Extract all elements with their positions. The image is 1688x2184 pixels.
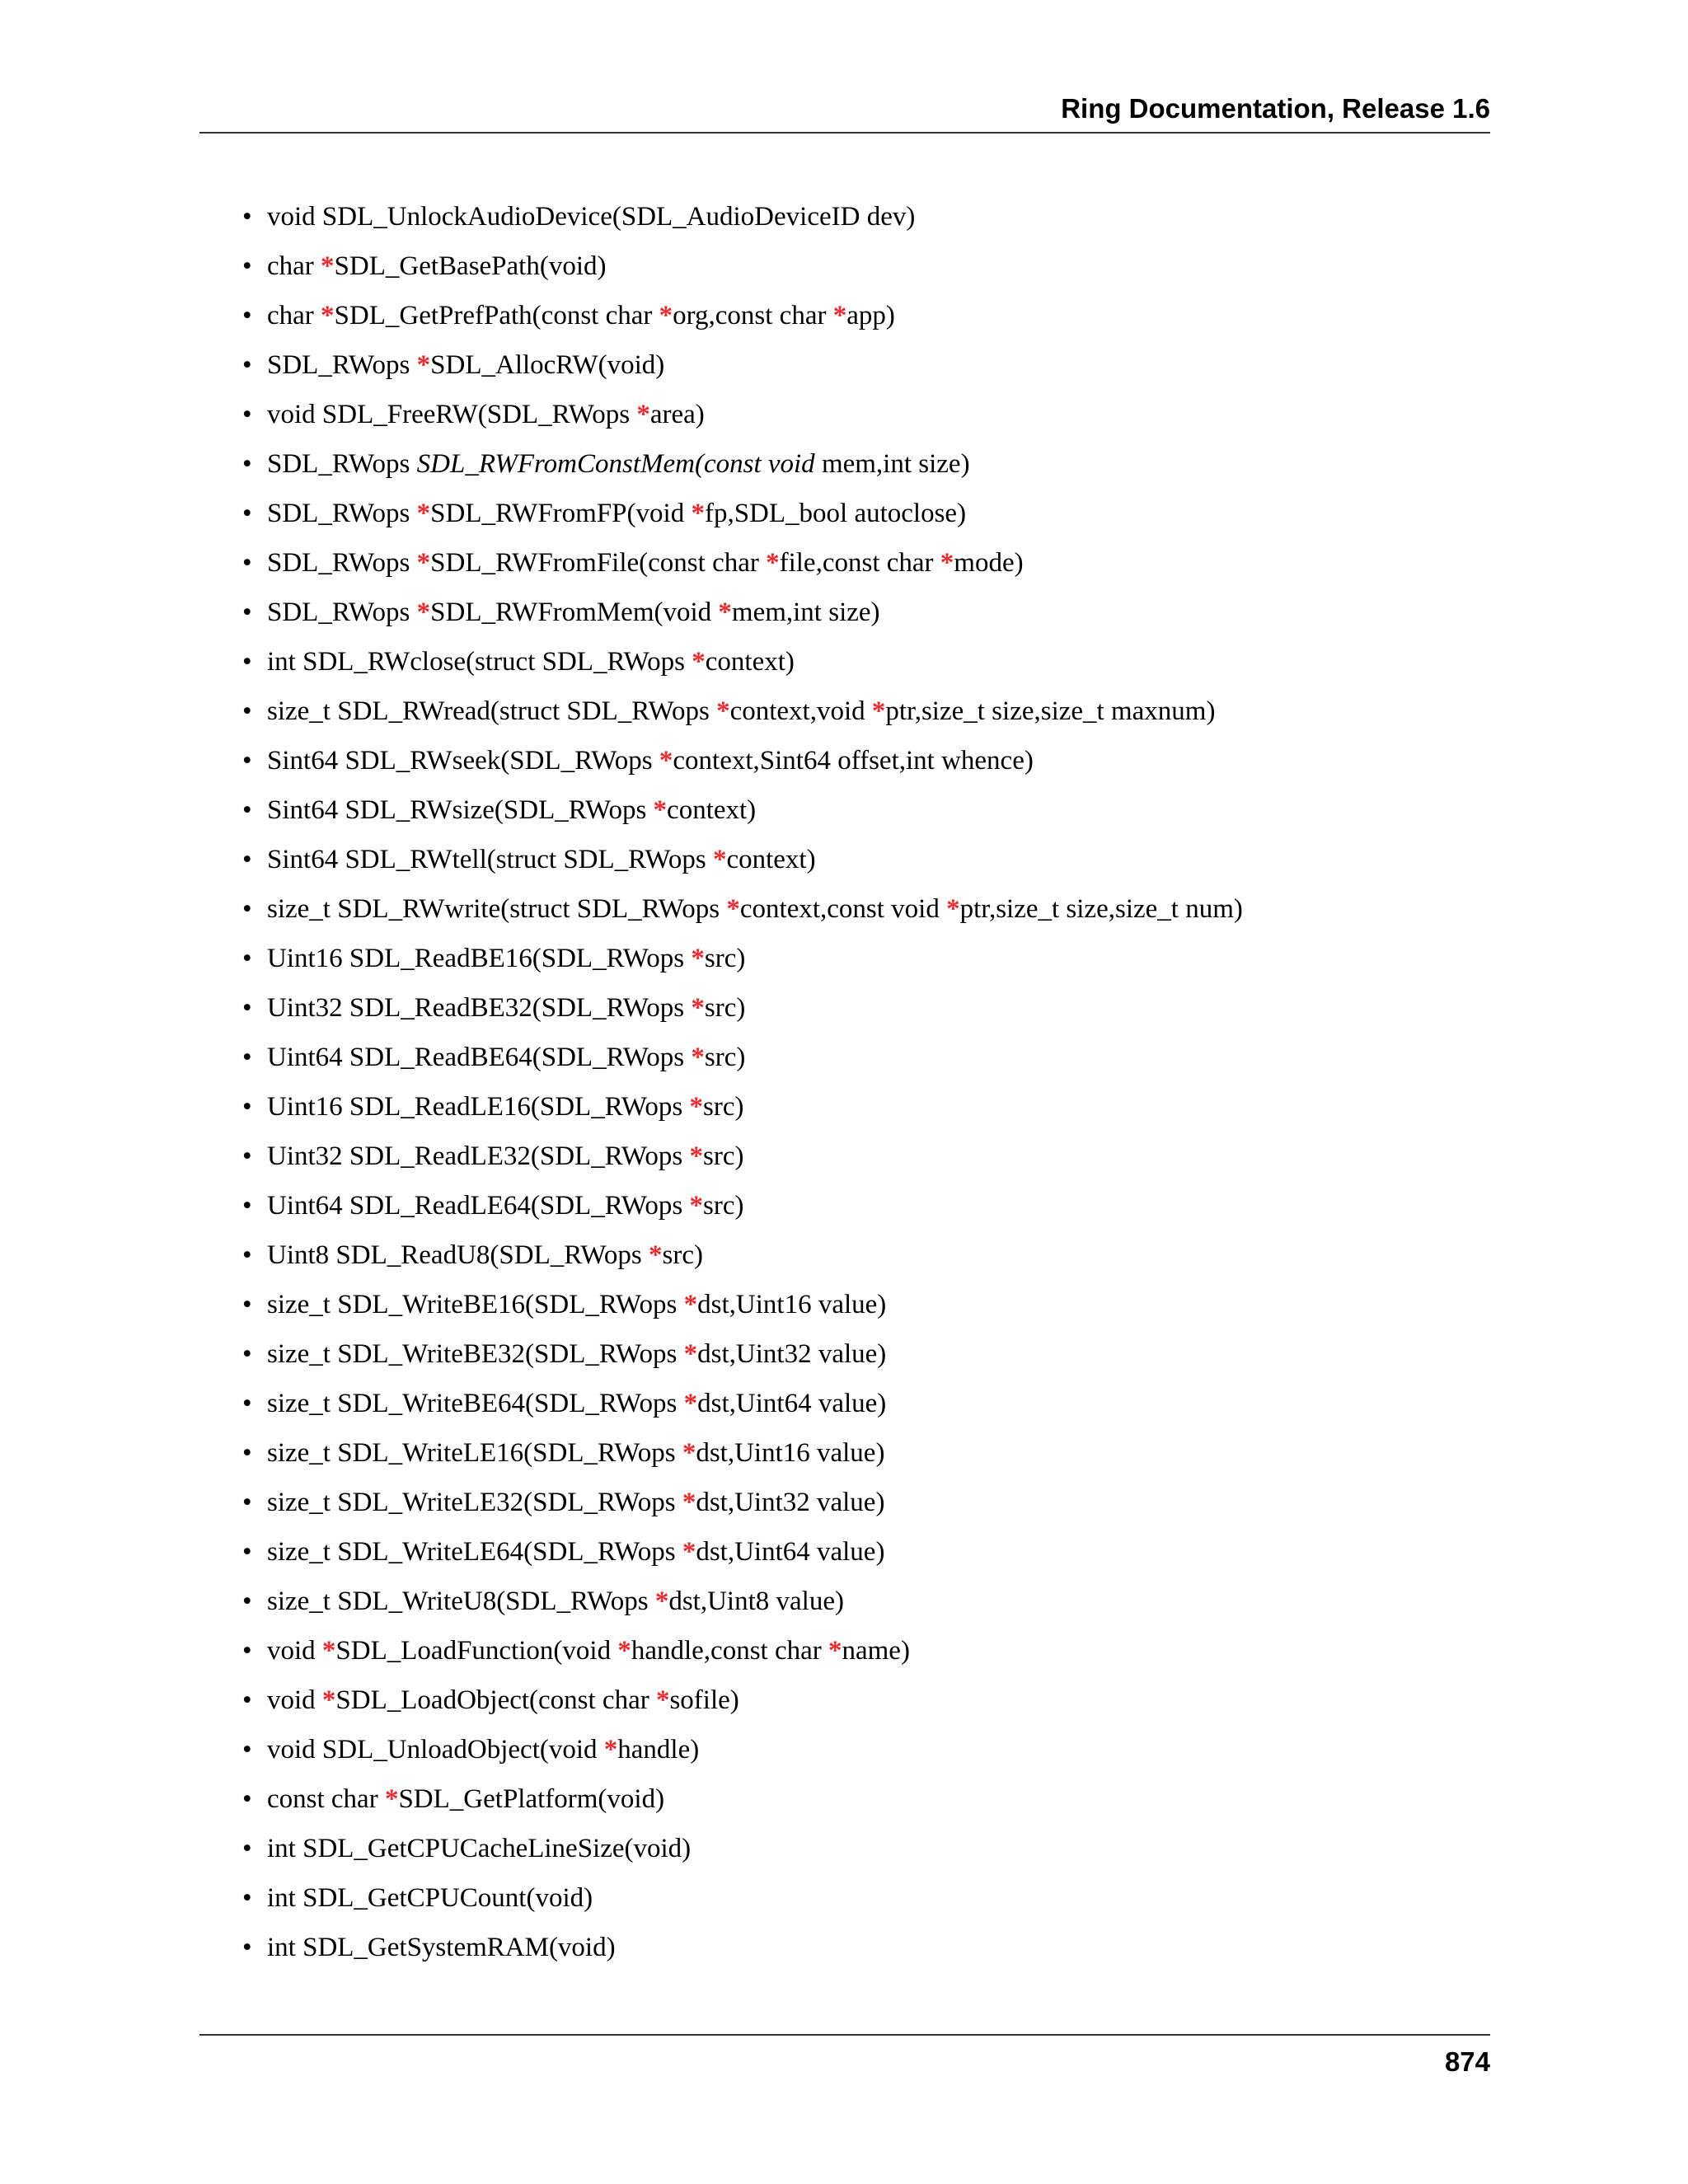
signature-text: mem,int size) <box>814 449 970 479</box>
function-signature <box>267 944 745 973</box>
function-signature <box>267 1735 699 1765</box>
function-signature <box>267 1092 743 1122</box>
signature-text: SDL_RWops <box>267 598 417 627</box>
bullet-icon: • <box>242 1933 252 1962</box>
list-item <box>199 691 1490 740</box>
function-signature <box>267 647 795 677</box>
bullet-icon: • <box>242 944 252 973</box>
pointer-star: * <box>653 795 668 825</box>
function-signature <box>267 1339 886 1369</box>
pointer-star: * <box>603 1735 618 1765</box>
signature-text: SDL_RWops <box>267 449 417 479</box>
function-signature <box>267 1191 743 1221</box>
function-signature <box>267 845 816 874</box>
bullet-icon: • <box>242 647 252 677</box>
list-item <box>199 1729 1490 1779</box>
signature-text: context,Sint64 offset,int whence) <box>673 746 1034 776</box>
list-item <box>199 641 1490 691</box>
signature-text: size_t SDL_WriteU8(SDL_RWops <box>267 1586 655 1616</box>
list-item <box>199 542 1490 592</box>
signature-text: mode) <box>954 548 1024 578</box>
signature-text: dst,Uint64 value) <box>696 1537 885 1567</box>
function-signature <box>267 350 664 380</box>
list-item <box>199 196 1490 246</box>
list-item <box>199 1333 1490 1383</box>
signature-text: src) <box>703 1191 744 1221</box>
page-footer <box>199 2034 1490 2077</box>
signature-text: Sint64 SDL_RWtell(struct SDL_RWops <box>267 845 713 874</box>
function-signature <box>267 1784 664 1814</box>
signature-text: SDL_GetBasePath(void) <box>334 251 607 281</box>
list-item <box>199 246 1490 295</box>
signature-text: src) <box>704 1043 746 1072</box>
signature-text: SDL_RWFromFile(const char <box>430 548 767 578</box>
signature-text: void SDL_FreeRW(SDL_RWops <box>267 400 637 429</box>
signature-text: void SDL_UnloadObject(void <box>267 1735 604 1765</box>
pointer-star: * <box>689 1191 703 1221</box>
bullet-icon: • <box>242 598 252 627</box>
bullet-icon: • <box>242 449 252 479</box>
function-signature <box>267 1685 739 1715</box>
function-signature <box>267 449 970 479</box>
list-item <box>199 443 1490 493</box>
function-signature <box>267 598 880 627</box>
pointer-star: * <box>692 647 706 677</box>
signature-text: context) <box>667 795 757 825</box>
signature-text: Uint16 SDL_ReadLE16(SDL_RWops <box>267 1092 690 1122</box>
function-signature <box>267 1141 743 1171</box>
bullet-icon: • <box>242 499 252 528</box>
signature-text: Uint32 SDL_ReadBE32(SDL_RWops <box>267 993 692 1023</box>
signature-text: dst,Uint64 value) <box>697 1389 887 1418</box>
bullet-icon: • <box>242 1883 252 1913</box>
list-item <box>199 1235 1490 1284</box>
list-item <box>199 1531 1490 1581</box>
bullet-icon: • <box>242 1636 252 1666</box>
function-signature <box>267 746 1034 776</box>
bullet-icon: • <box>242 1339 252 1369</box>
signature-text: void <box>267 1636 322 1666</box>
list-item <box>199 1680 1490 1729</box>
signature-text: Sint64 SDL_RWseek(SDL_RWops <box>267 746 659 776</box>
signature-text: file,const char <box>779 548 940 578</box>
pointer-star: * <box>832 301 847 330</box>
signature-text: SDL_RWFromConstMem(const void <box>416 449 815 479</box>
signature-text: dst,Uint16 value) <box>697 1290 887 1319</box>
signature-text: SDL_GetPlatform(void) <box>398 1784 665 1814</box>
signature-text: context) <box>705 647 795 677</box>
signature-text: src) <box>662 1240 703 1270</box>
signature-text: area) <box>649 400 705 429</box>
bullet-icon: • <box>242 1389 252 1418</box>
list-item <box>199 1630 1490 1680</box>
bullet-icon: • <box>242 1438 252 1468</box>
pointer-star: * <box>689 1141 703 1171</box>
function-signature <box>267 1389 886 1418</box>
function-signature <box>267 499 966 528</box>
function-signature <box>267 1933 616 1962</box>
bullet-icon: • <box>242 1784 252 1814</box>
signature-text: void <box>267 1685 322 1715</box>
signature-text: src) <box>703 1141 744 1171</box>
pointer-star: * <box>654 1586 669 1616</box>
pointer-star: * <box>691 1043 705 1072</box>
bullet-icon: • <box>242 1834 252 1863</box>
function-signature <box>267 251 607 281</box>
function-signature <box>267 301 895 330</box>
signature-text: SDL_RWops <box>267 350 417 380</box>
signature-text: size_t SDL_WriteLE32(SDL_RWops <box>267 1488 682 1517</box>
bullet-icon: • <box>242 1092 252 1122</box>
pointer-star: * <box>655 1685 670 1715</box>
signature-text: size_t SDL_RWread(struct SDL_RWops <box>267 696 717 726</box>
function-signature <box>267 202 915 232</box>
pointer-star: * <box>718 598 732 627</box>
bullet-icon: • <box>242 202 252 232</box>
list-item <box>199 839 1490 888</box>
function-signature <box>267 696 1215 726</box>
page-number: 874 <box>1444 2046 1490 2077</box>
pointer-star: * <box>689 1092 703 1122</box>
signature-text: Uint8 SDL_ReadU8(SDL_RWops <box>267 1240 649 1270</box>
pointer-star: * <box>321 251 335 281</box>
list-item <box>199 740 1490 790</box>
list-item <box>199 493 1490 542</box>
function-signature <box>267 1537 884 1567</box>
list-item <box>199 394 1490 443</box>
signature-text: context,const void <box>739 894 947 924</box>
pointer-star: * <box>416 598 431 627</box>
bullet-icon: • <box>242 746 252 776</box>
page-header <box>199 92 1490 134</box>
signature-text: name) <box>842 1636 910 1666</box>
signature-text: int SDL_GetCPUCacheLineSize(void) <box>267 1834 692 1863</box>
signature-text: dst,Uint8 value) <box>668 1586 844 1616</box>
bullet-icon: • <box>242 1191 252 1221</box>
document-title: Ring Documentation, Release 1.6 <box>1061 93 1490 124</box>
list-item <box>199 790 1490 839</box>
bullet-icon: • <box>242 1488 252 1517</box>
signature-text: char <box>267 251 321 281</box>
list-item <box>199 1927 1490 1976</box>
pointer-star: * <box>416 499 431 528</box>
signature-text: int SDL_RWclose(struct SDL_RWops <box>267 647 692 677</box>
function-signature <box>267 1488 884 1517</box>
bullet-icon: • <box>242 1240 252 1270</box>
signature-text: int SDL_GetSystemRAM(void) <box>267 1933 616 1962</box>
pointer-star: * <box>416 350 431 380</box>
signature-text: src) <box>704 993 746 1023</box>
pointer-star: * <box>828 1636 842 1666</box>
function-signature <box>267 1834 691 1863</box>
pointer-star: * <box>726 894 740 924</box>
signature-text: dst,Uint32 value) <box>697 1339 887 1369</box>
pointer-star: * <box>617 1636 631 1666</box>
signature-text: size_t SDL_RWwrite(struct SDL_RWops <box>267 894 727 924</box>
signature-text: SDL_LoadObject(const char <box>335 1685 656 1715</box>
pointer-star: * <box>682 1488 696 1517</box>
pointer-star: * <box>712 845 727 874</box>
bullet-icon: • <box>242 1685 252 1715</box>
pointer-star: * <box>682 1438 696 1468</box>
signature-text: void SDL_UnlockAudioDevice(SDL_AudioDeviceID dev) <box>267 202 916 232</box>
function-signature <box>267 795 756 825</box>
signature-text: sofile) <box>669 1685 739 1715</box>
list-item <box>199 592 1490 641</box>
signature-text: handle) <box>617 1735 700 1765</box>
pointer-star: * <box>716 696 730 726</box>
function-signature <box>267 1043 745 1072</box>
bullet-icon: • <box>242 1735 252 1765</box>
bullet-icon: • <box>242 350 252 380</box>
pointer-star: * <box>649 1240 663 1270</box>
function-signature <box>267 548 1024 578</box>
list-item <box>199 1383 1490 1432</box>
signature-text: org,const char <box>673 301 833 330</box>
function-signature <box>267 1438 884 1468</box>
signature-text: context,void <box>729 696 872 726</box>
signature-text: dst,Uint32 value) <box>696 1488 885 1517</box>
signature-text: int SDL_GetCPUCount(void) <box>267 1883 593 1913</box>
signature-text: SDL_LoadFunction(void <box>335 1636 618 1666</box>
list-item <box>199 1779 1490 1828</box>
pointer-star: * <box>659 746 673 776</box>
signature-text: size_t SDL_WriteLE64(SDL_RWops <box>267 1537 682 1567</box>
bullet-icon: • <box>242 251 252 281</box>
pointer-star: * <box>384 1784 399 1814</box>
pointer-star: * <box>940 548 954 578</box>
list-item <box>199 295 1490 344</box>
signature-text: mem,int size) <box>731 598 880 627</box>
list-item <box>199 888 1490 938</box>
pointer-star: * <box>321 301 335 330</box>
function-list-section <box>199 196 1490 1976</box>
signature-text: src) <box>703 1092 744 1122</box>
signature-text: SDL_RWops <box>267 499 417 528</box>
list-item <box>199 1284 1490 1333</box>
bullet-icon: • <box>242 400 252 429</box>
pointer-star: * <box>416 548 431 578</box>
function-signature <box>267 1883 593 1913</box>
function-signature <box>267 1586 844 1616</box>
bullet-icon: • <box>242 1537 252 1567</box>
pointer-star: * <box>321 1685 336 1715</box>
signature-text: handle,const char <box>631 1636 828 1666</box>
bullet-icon: • <box>242 301 252 330</box>
list-item <box>199 1086 1490 1136</box>
list-item <box>199 1432 1490 1482</box>
pointer-star: * <box>691 944 705 973</box>
signature-text: Uint16 SDL_ReadBE16(SDL_RWops <box>267 944 692 973</box>
pointer-star: * <box>682 1537 696 1567</box>
list-item <box>199 344 1490 394</box>
bullet-icon: • <box>242 1290 252 1319</box>
signature-text: context) <box>726 845 816 874</box>
signature-text: SDL_RWFromMem(void <box>430 598 719 627</box>
pointer-star: * <box>691 993 705 1023</box>
list-item <box>199 1828 1490 1877</box>
bullet-icon: • <box>242 696 252 726</box>
signature-text: ptr,size_t size,size_t maxnum) <box>885 696 1216 726</box>
bullet-icon: • <box>242 993 252 1023</box>
bullet-icon: • <box>242 894 252 924</box>
bullet-icon: • <box>242 548 252 578</box>
function-signature <box>267 400 705 429</box>
signature-text: SDL_GetPrefPath(const char <box>334 301 659 330</box>
signature-text: size_t SDL_WriteBE64(SDL_RWops <box>267 1389 684 1418</box>
signature-text: size_t SDL_WriteBE16(SDL_RWops <box>267 1290 684 1319</box>
signature-text: SDL_RWops <box>267 548 417 578</box>
signature-text: const char <box>267 1784 385 1814</box>
list-item <box>199 938 1490 987</box>
function-signature <box>267 894 1243 924</box>
signature-text: Uint64 SDL_ReadBE64(SDL_RWops <box>267 1043 692 1072</box>
signature-text: Uint32 SDL_ReadLE32(SDL_RWops <box>267 1141 690 1171</box>
signature-text: app) <box>846 301 895 330</box>
function-list <box>199 196 1490 1976</box>
list-item <box>199 1136 1490 1185</box>
function-signature <box>267 1290 886 1319</box>
function-signature <box>267 1636 910 1666</box>
signature-text: dst,Uint16 value) <box>696 1438 885 1468</box>
list-item <box>199 1037 1490 1086</box>
pointer-star: * <box>871 696 886 726</box>
bullet-icon: • <box>242 1586 252 1616</box>
pointer-star: * <box>321 1636 336 1666</box>
pointer-star: * <box>683 1389 698 1418</box>
list-item <box>199 1482 1490 1531</box>
signature-text: src) <box>704 944 746 973</box>
function-signature <box>267 993 745 1023</box>
signature-text: ptr,size_t size,size_t num) <box>959 894 1243 924</box>
list-item <box>199 1185 1490 1235</box>
pointer-star: * <box>766 548 780 578</box>
signature-text: Uint64 SDL_ReadLE64(SDL_RWops <box>267 1191 690 1221</box>
bullet-icon: • <box>242 845 252 874</box>
signature-text: fp,SDL_bool autoclose) <box>704 499 967 528</box>
signature-text: SDL_RWFromFP(void <box>430 499 692 528</box>
pointer-star: * <box>946 894 960 924</box>
list-item <box>199 1877 1490 1927</box>
pointer-star: * <box>659 301 673 330</box>
pointer-star: * <box>636 400 650 429</box>
bullet-icon: • <box>242 1141 252 1171</box>
list-item <box>199 1581 1490 1630</box>
bullet-icon: • <box>242 1043 252 1072</box>
list-item <box>199 987 1490 1037</box>
signature-text: SDL_AllocRW(void) <box>430 350 665 380</box>
pointer-star: * <box>683 1290 698 1319</box>
bullet-icon: • <box>242 795 252 825</box>
signature-text: size_t SDL_WriteLE16(SDL_RWops <box>267 1438 682 1468</box>
signature-text: char <box>267 301 321 330</box>
signature-text: Sint64 SDL_RWsize(SDL_RWops <box>267 795 654 825</box>
pointer-star: * <box>683 1339 698 1369</box>
function-signature <box>267 1240 703 1270</box>
pointer-star: * <box>691 499 705 528</box>
signature-text: size_t SDL_WriteBE32(SDL_RWops <box>267 1339 684 1369</box>
